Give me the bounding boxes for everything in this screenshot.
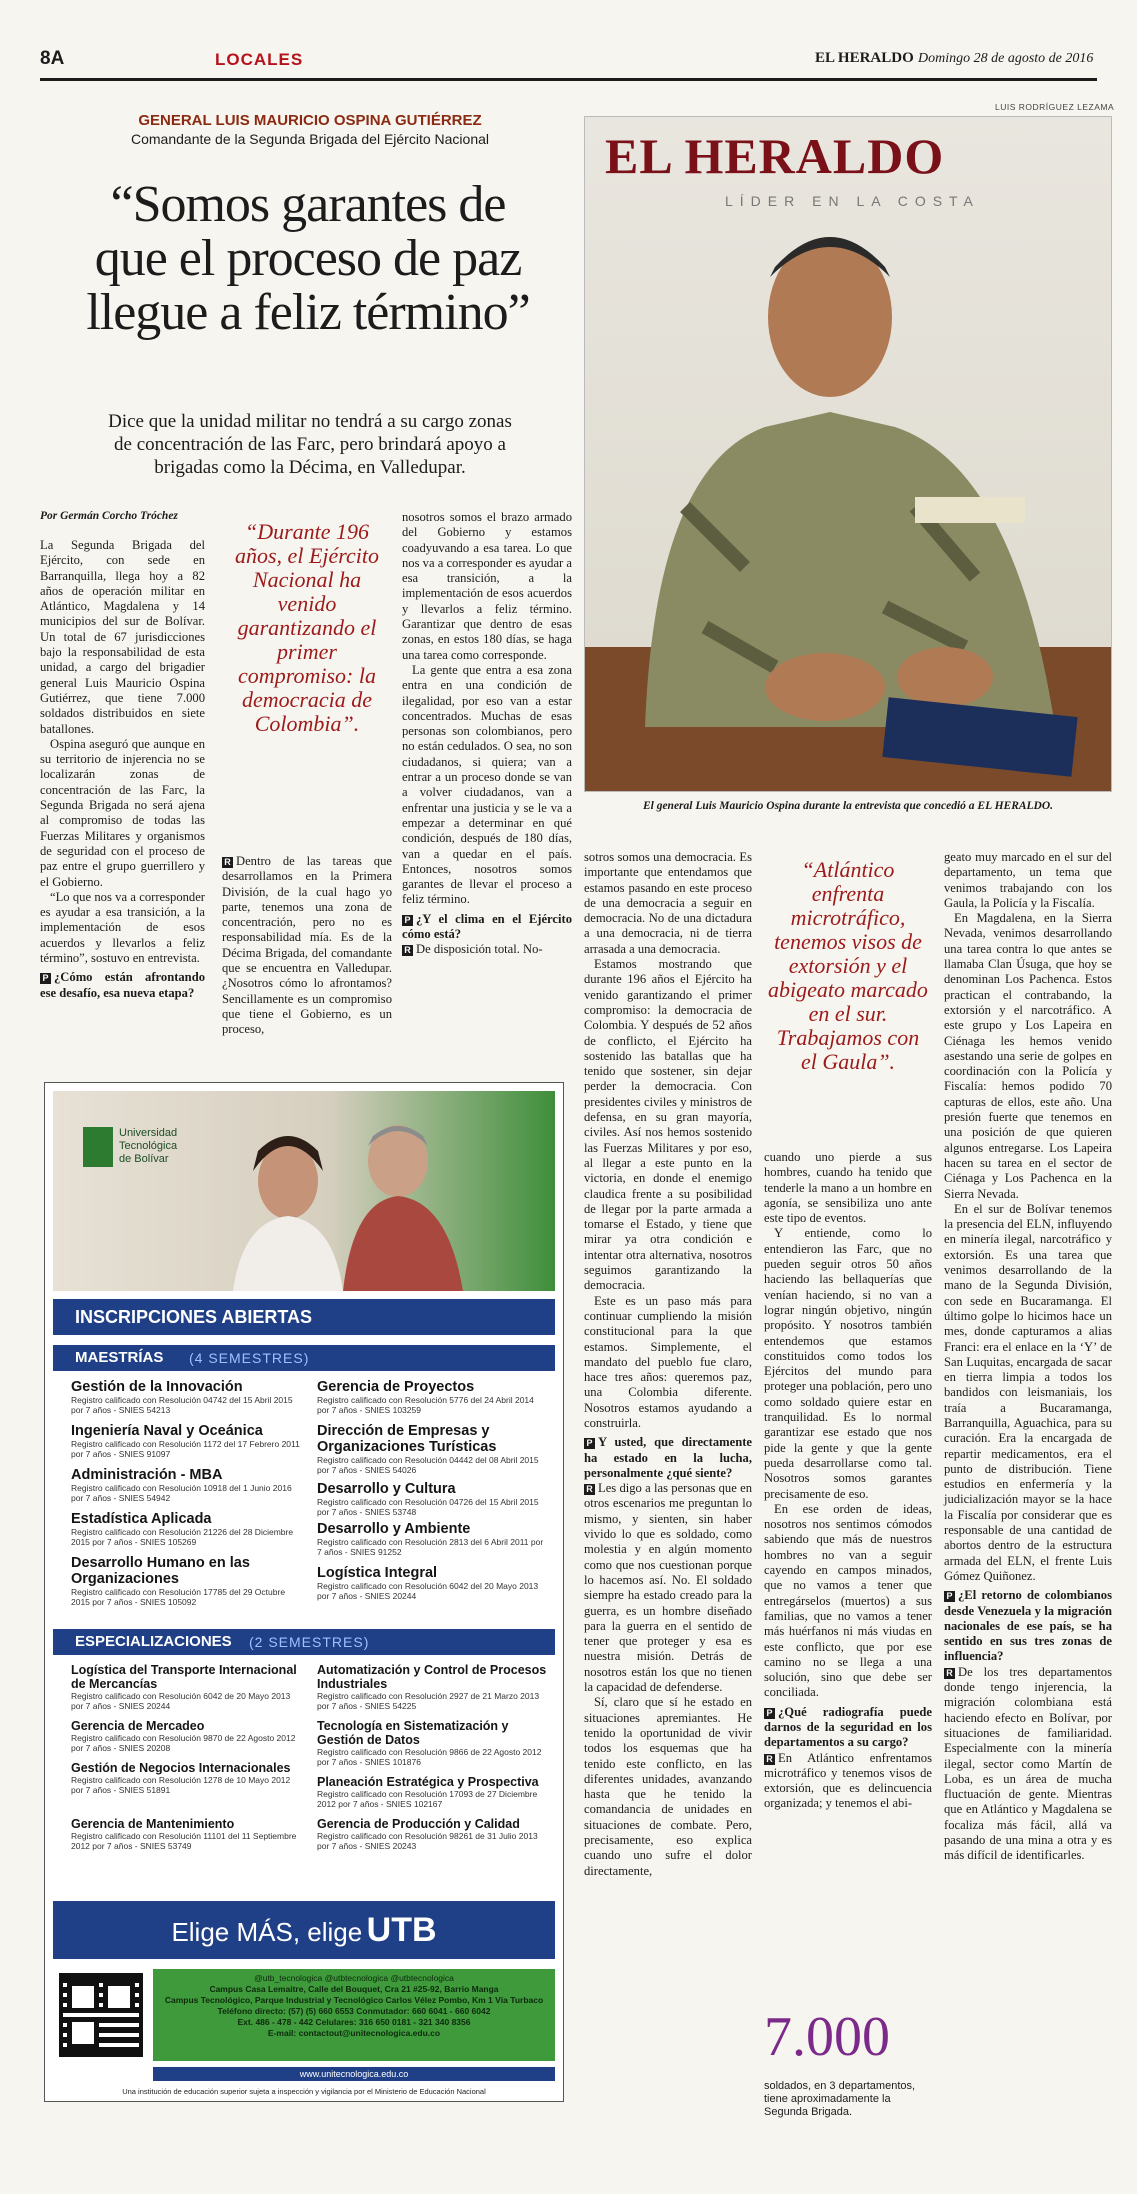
answer-badge: R — [222, 857, 233, 868]
question-text: ¿El retorno de colombianos desde Venezuela y la migración nacionales de ese país, se ha sentido en sus tres zonas de influencia? — [944, 1588, 1112, 1664]
utb-logo-line: Tecnológica — [119, 1140, 178, 1152]
paragraph: Este es un paso más para continuar cumpliendo la misión constitucional para la que estamos. Simplemente, el mandato del pueblo fue claro, hace tres años: queremos paz, una Colombia diferente. Nosotros estamos ayudando a construirla. — [584, 1293, 752, 1430]
utb-logo-line: Universidad — [119, 1127, 178, 1139]
answer-badge: R — [584, 1484, 595, 1495]
paragraph: sotros somos una democracia. Es importante que entendamos que estamos pasando en este proceso de una democracia a seguir en democracia. No de una dictadura a una democracia, ni de tierra arrasada a una democracia. — [584, 850, 752, 956]
specializations-header — [53, 1629, 555, 1655]
question-text: ¿Qué radiografía puede darnos de la seguridad en los departamentos a su cargo? — [764, 1704, 932, 1750]
program-item — [71, 1663, 301, 1719]
program-item — [317, 1565, 547, 1609]
program-item — [71, 1511, 301, 1555]
masters-left-list — [71, 1379, 301, 1611]
utb-logo-line: de Bolívar — [119, 1153, 169, 1165]
slogan-brand: UTB — [366, 1911, 437, 1949]
program-registration: Registro calificado con Resolución 04742 del 15 Abril 2015 por 7 años - SNIES 54213 — [71, 1395, 293, 1415]
program-name: Logística Integral — [317, 1565, 438, 1581]
program-registration: Registro calificado con Resolución 2813 del 6 Abril 2011 por 7 años - SNIES 91252 — [317, 1537, 544, 1557]
column-6 — [944, 850, 1112, 1864]
deck-line: Dice que la unidad militar no tendrá a su cargo zonas — [108, 411, 512, 432]
specializations-right-list — [317, 1663, 547, 1859]
masters-subtitle: (4 SEMESTRES) — [189, 1350, 310, 1366]
question-badge: P — [944, 1591, 955, 1602]
paragraph: nosotros somos el brazo armado del Gobierno y estamos coadyuvando a esa tarea. Lo que nos va a corresponder es ayudar a esa transición, a la implementación de esos acuerdos y llevarlos a feliz término. Garantizar que dentro de esas zonas, en estos 180 días, se haga una tarea como corresponde. — [402, 510, 572, 662]
program-item — [317, 1663, 547, 1719]
paragraph: En ese orden de ideas, nosotros nos sentimos cómodos sabiendo que más de nuestros hombres no van a seguir cayendo en campos minados, que no vamos a tener que entregárselos (muertos) a sus familias, que no vamos a tener más huérfanos ni más viudas en este conflicto, que por ese camino no se llega a una solución, sino que debe ser conciliada. — [764, 1501, 932, 1700]
program-item — [71, 1719, 301, 1761]
program-registration: Registro calificado con Resolución 6042 del 20 Mayo 2013 por 7 años - SNIES 20244 — [317, 1581, 539, 1601]
column-5 — [764, 1150, 932, 1812]
photo-credit: LUIS RODRÍGUEZ LEZAMA — [995, 102, 1115, 112]
photo-caption: El general Luis Mauricio Ospina durante la entrevista que concedió a EL HERALDO. — [642, 800, 1054, 812]
program-registration: Registro calificado con Resolución 17093 de 27 Diciembre 2012 por 7 años - SNIES 102167 — [317, 1789, 538, 1809]
program-item — [317, 1379, 547, 1423]
qr-code — [59, 1973, 143, 2057]
paragraph: En Magdalena, en la Sierra Nevada, venimos desarrollando una tarea contra lo que antes se llamaba Clan Úsuga, que hoy se denominan Los Pachenca. Estos practican el contrabando, la extorsión y el narcotráfico. A este grupo y Los Lapeira en Ciénaga les hemos venido asestando una serie de golpes en coordinación con la Policía y Fiscalía: hemos podido 70 capturas de ellos, este año. Una presión fuerte que tenemos en una posición de que quieren algunos entregarse. Los Lapeira hacen su tarea en el sector de Ciénaga y Los Pachenca en la Sierra Nevada. — [944, 911, 1112, 1201]
question-badge: P — [584, 1438, 595, 1449]
paragraph — [584, 1481, 752, 1695]
deck-line: brigadas como la Décima, en Valledupar. — [154, 457, 466, 478]
masters-right-list — [317, 1379, 547, 1609]
program-registration: Registro calificado con Resolución 9866 de 22 Agosto 2012 por 7 años - SNIES 101876 — [317, 1747, 542, 1767]
contact-panel — [153, 1969, 555, 2061]
interviewee-name: GENERAL LUIS MAURICIO OSPINA GUTIÉRREZ — [138, 112, 482, 129]
program-name: Tecnología en Sistematización y Gestión de Datos — [317, 1719, 509, 1747]
pull-quote: “Durante 196 años, el Ejército Nacional ha venido garantizando el primer compromiso: la democracia de Colombia”. — [235, 519, 379, 736]
program-name: Gerencia de Mantenimiento — [71, 1817, 235, 1831]
program-name: Gestión de la Innovación — [71, 1379, 243, 1395]
answer-text: Les digo a las personas que en otros escenarios me preguntan lo mismo, y sienten, sin haber vivido lo que es soldado, como molestia y en algún momento como que nos cuestionan porque lo hacemos así. No. El soldado siempre ha estado creado para la guerra, es un hombre diseñado para la guerra en el sentido de tener que proteger y esa es nuestra misión. Detrás de nosotros están los que no tienen la capacidad de defenderse. — [584, 1481, 752, 1695]
paragraph: En el sur de Bolívar tenemos la presencia del ELN, influyendo en minería ilegal, narcotráfico y extorsión. Es una tarea que venimos desarrollando de la mano de la Segunda División, con sede en Bucaramanga. El último golpe lo hicimos hace un mes, donde capturamos a alias Franci: era el enlace en la ‘Y’ de San Luquitas, encargada de sacar en tierra limpia a todos los bandidos con leismaniais, los traía a Bucaramanga, Barranquilla, Aguachica, para su curación. Era la encargada de repartir medicamentos, era el punto de distribución. Tiene estudios en enfermería y la judicialización mayor se la hace la Fiscalía por considerar que es responsable de una cantidad de abortos dentro de la estructura armada del ELN, el frente Luis Gómez Quiñonez. — [944, 1201, 1112, 1583]
deck-line: de concentración de las Farc, pero brindará apoyo a — [114, 434, 506, 455]
program-registration: Registro calificado con Resolución 21226 del 28 Diciembre 2015 por 7 años - SNIES 105269 — [71, 1527, 294, 1547]
paragraph: La Segunda Brigada del Ejército, con sede en Barranquilla, llega hoy a 82 años de operación militar en Atlántico, Magdalena y 14 municipios del sur de Bolívar. Un total de 67 jurisdicciones bajo la responsabilidad de esta unidad, a cargo del brigadier general Luis Mauricio Ospina Gutiérrez, que tiene 7.000 soldados distribuidos en siete batallones. — [40, 538, 205, 736]
answer-text: De disposición total. No- — [416, 942, 543, 957]
students-photo — [193, 1091, 493, 1291]
utb-advertisement — [44, 1082, 564, 2102]
program-name: Logística del Transporte Internacional de Mercancías — [71, 1663, 297, 1691]
program-registration: Registro calificado con Resolución 10918 del 1 Junio 2016 por 7 años - SNIES 54942 — [71, 1483, 292, 1503]
answer-badge: R — [402, 945, 413, 956]
paragraph: Y entiende, como lo entendieron las Farc, que no pueden seguir otros 50 años haciendo las bellaquerías que venían haciendo, si no van a lograr ningún objetivo, ningún propósito. Y nosotros también entendemos que estamos constituidos como todos los Ejércitos del mundo para proteger una población, pero uno como soldado quiere estar en tranquilidad. Es lo normal garantizar ese estado que nos pide la gente y que la gente pueda desarrollarse como tal. Nosotros somos garantes precisamente de eso. — [764, 1226, 932, 1501]
program-registration: Registro calificado con Resolución 2927 de 21 Marzo 2013 por 7 años - SNIES 54225 — [317, 1691, 540, 1711]
program-registration: Registro calificado con Resolución 11101 del 11 Septiembre 2012 por 7 años - SNIES 53749 — [71, 1831, 297, 1851]
contact-address: Campus Casa Lemaitre, Calle del Bouquet, Cra 21 #25-92, Barrio Manga — [209, 1984, 499, 1994]
enrollment-banner: INSCRIPCIONES ABIERTAS — [53, 1299, 555, 1335]
program-item — [71, 1555, 301, 1611]
paragraph: La gente que entra a esa zona entra en una condición de ilegalidad, por eso van a estar concentrados. Muchas de esas personas son colombianos, pero no están cedulados. O sea, no son ciudadanos, si quiera; van a entrar a un proceso donde se van a volver ciudadanos, van a enfrentar una justicia y se le va a empezar a determinar en qué condición, después de 180 días, van a quedar en el país. Entonces, nosotros somos garantes de llevar el proceso a feliz término. — [402, 662, 572, 907]
program-name: Ingeniería Naval y Oceánica — [71, 1423, 263, 1439]
answer — [402, 942, 572, 957]
photo-brand-logo: EL HERALDO — [605, 128, 945, 184]
issue-date: Domingo 28 de agosto de 2016 — [918, 51, 1094, 66]
contact-phone: Ext. 486 - 478 - 442 Celulares: 316 650 0181 - 321 340 8356 — [237, 2017, 471, 2027]
paragraph: geato muy marcado en el sur del departamento, un tema que venimos trabajando con los Gaula, la Policía y la Fiscalía. — [944, 850, 1112, 910]
contact-email: E-mail: contactout@unitecnologica.edu.co — [267, 2028, 441, 2038]
program-registration: Registro calificado con Resolución 9870 de 22 Agosto 2012 por 7 años - SNIES 20208 — [71, 1733, 296, 1753]
column-1 — [40, 538, 205, 1001]
program-name: Desarrollo y Ambiente — [317, 1521, 471, 1537]
program-registration: Registro calificado con Resolución 1172 del 17 Febrero 2011 por 7 años - SNIES 91097 — [71, 1439, 300, 1459]
legal-footer: Una institución de educación superior sujeta a inspección y vigilancia por el Ministerio de Educación Nacional — [122, 2087, 486, 2096]
headline-line: “Somos garantes de — [110, 176, 506, 233]
program-registration: Registro calificado con Resolución 17785 del 29 Octubre 2015 por 7 años - SNIES 105092 — [71, 1587, 286, 1607]
program-name: Planeación Estratégica y Prospectiva — [317, 1775, 539, 1789]
specializations-left-list — [71, 1663, 301, 1859]
deck — [40, 410, 580, 479]
photo-brand-tagline: LÍDER EN LA COSTA — [725, 193, 980, 209]
question-text: ¿Cómo están afrontando ese desafío, esa nueva etapa? — [40, 970, 205, 1000]
question-text: Y usted, que directamente ha estado en la lucha, personalmente ¿qué siente? — [584, 1435, 752, 1480]
headline-line: que el proceso de paz — [94, 230, 522, 287]
masters-header — [53, 1345, 555, 1371]
headline — [28, 178, 588, 340]
program-item — [71, 1423, 301, 1467]
pull-quote: “Atlántico enfrenta microtráfico, tenemos visos de extorsión y el abigeato marcado en el sur. Trabajamos con el Gaula”. — [768, 857, 928, 1074]
answer-text: De los tres departamentos donde tengo injerencia, la migración colombiana está haciendo efecto en Bolívar, por situaciones de familiaridad. Especialmente con la minería ilegal, sector como Martín de Loba, es un área de mucha fluctuación de gente. Mientras que en Atlántico y Magdalena se focaliza más fácil, allá va pasando de una mina a otra y es más difícil de identificarles. — [944, 1664, 1112, 1863]
masthead-rule — [40, 78, 1097, 81]
program-registration: Registro calificado con Resolución 04726 del 15 Abril 2015 por 7 años - SNIES 53748 — [317, 1497, 539, 1517]
column-3 — [402, 510, 572, 958]
question — [764, 1705, 932, 1751]
answer-text: En Atlántico enfrentamos microtráfico y tenemos visos de extorsión, que es delincuencia organizada; y tenemos el abi- — [764, 1750, 932, 1811]
question-badge: P — [40, 973, 51, 984]
key-figure: 7.000 — [764, 2006, 890, 2068]
slogan-bar — [53, 1901, 555, 1959]
program-registration: Registro calificado con Resolución 04442 del 08 Abril 2015 por 7 años - SNIES 54026 — [317, 1455, 539, 1475]
program-name: Estadística Aplicada — [71, 1511, 212, 1527]
program-name: Gerencia de Proyectos — [317, 1379, 475, 1395]
question-badge: P — [402, 915, 413, 926]
program-name: Gestión de Negocios Internacionales — [71, 1761, 291, 1775]
interview-photo — [584, 116, 1112, 792]
question — [402, 912, 572, 943]
column-2 — [222, 850, 392, 1038]
contact-address: Campus Tecnológico, Parque Industrial y Tecnológico Carlos Vélez Pombo, Km 1 Vía Turbaco — [164, 1995, 544, 2005]
section-name: LOCALES — [215, 50, 304, 69]
program-registration: Registro calificado con Resolución 1278 de 10 Mayo 2012 por 7 años - SNIES 51891 — [71, 1775, 291, 1795]
program-item — [317, 1719, 547, 1775]
specializations-subtitle: (2 SEMESTRES) — [249, 1634, 370, 1650]
paragraph: Estamos mostrando que durante 196 años el Ejército ha venido garantizando el primer compromiso: la democracia de Colombia. Y después de 52 años de conflicto, el Ejército ha sostenido las batallas que ha tenido que sostener, sin dejar perder la democracia. Con presidentes civiles y ministros de defensa, en su gran mayoría, civiles. Así nos hemos sostenido las Fuerzas Militares y por eso, al llegar a este punto en la victoria, en donde el enemigo claudica frente a su posibilidad de llegar por la parte armada a tomarse el Estado, y tiene que mirar ya otra condición e intentar otra alternativa, nosotros seguimos garantizando la democracia. — [584, 957, 752, 1293]
masters-title: MAESTRÍAS — [75, 1349, 164, 1366]
paragraph: “Lo que nos va a corresponder es ayudar a esa transición, a la implementación de esos acuerdos y llevarlos a feliz término”, sostuvo en entrevista. — [40, 889, 205, 966]
program-name: Administración - MBA — [71, 1467, 223, 1483]
program-item — [71, 1379, 301, 1423]
program-item — [71, 1761, 301, 1817]
page-number: 8A — [40, 48, 65, 69]
utb-logo-mark — [83, 1127, 113, 1167]
headline-line: llegue a feliz término” — [86, 284, 530, 341]
program-name: Dirección de Empresas y Organizaciones Turísticas — [317, 1423, 497, 1455]
byline: Por Germán Corcho Tróchez — [40, 510, 178, 522]
answer-text: Dentro de las tareas que desarrollamos en la Primera División, de la cual hago yo parte, tenemos una zona de concentración, pero no es responsabilidad mía. Es de la Décima Brigada, del comandante que se encuentra en Valledupar. ¿Nosotros cómo lo afrontamos? Sencillamente es un compromiso que tiene el Gobierno, es un proceso, — [222, 854, 392, 1037]
question-badge: P — [764, 1708, 775, 1719]
paragraph — [764, 1751, 932, 1812]
paragraph: cuando uno pierde a sus hombres, cuando ha tenido que tenderle la mano a un hombre en agonía, se sensibiliza uno ante este tipo de eventos. — [764, 1150, 932, 1226]
paragraph: Ospina aseguró que aunque en su territorio de injerencia no se localizarán zonas de concentración de las Farc, la Segunda Brigada no será ajena al compromiso de todas las Fuerzas Militares y organismos de seguridad con el proceso de paz entre el grupo guerrillero y el Gobierno. — [40, 736, 205, 889]
program-name: Desarrollo Humano en las Organizaciones — [71, 1555, 250, 1587]
interviewee-role: Comandante de la Segunda Brigada del Ejército Nacional — [130, 131, 489, 147]
paragraph: Sí, claro que sí he estado en situaciones apremiantes. He tenido la oportunidad de vivir todos los esquemas que ha tenido este conflicto, en las diferentes unidades, avanzando hasta que he tenido la comandancia de unidades en situaciones de combate. Pero, precisamente, eso explica cuando uno sufre el dolor directamente, — [584, 1695, 752, 1878]
question-text: ¿Y el clima en el Ejército cómo está? — [402, 911, 572, 942]
program-item — [317, 1481, 547, 1521]
paragraph — [944, 1665, 1112, 1864]
question — [944, 1588, 1112, 1664]
specializations-title: ESPECIALIZACIONES — [75, 1633, 232, 1650]
column-4 — [584, 850, 752, 1879]
program-item — [71, 1467, 301, 1511]
answer — [222, 854, 392, 1038]
program-item — [71, 1817, 301, 1859]
program-item — [317, 1423, 547, 1481]
program-registration: Registro calificado con Resolución 5776 del 24 Abril 2014 por 7 años - SNIES 103259 — [317, 1395, 534, 1415]
program-name: Gerencia de Mercadeo — [71, 1719, 205, 1733]
key-figure-text: soldados, en 3 departamentos, tiene aproximadamente la Segunda Brigada. — [764, 2080, 916, 2118]
program-item — [317, 1775, 547, 1817]
slogan-text: Elige MÁS, elige — [171, 1917, 363, 1947]
answer-badge: R — [944, 1668, 955, 1679]
ad-photo — [53, 1091, 555, 1291]
program-item — [317, 1521, 547, 1565]
social-handles: @utb_tecnologica @utbtecnologica @utbtecnologica — [254, 1973, 454, 1983]
program-registration: Registro calificado con Resolución 6042 de 20 Mayo 2013 por 7 años - SNIES 20244 — [71, 1691, 291, 1711]
question — [584, 1435, 752, 1481]
program-name: Gerencia de Producción y Calidad — [317, 1817, 520, 1831]
question — [40, 970, 205, 1001]
contact-phone: Teléfono directo: (57) (5) 660 6553 Conmutador: 660 6041 - 660 6042 — [217, 2006, 491, 2016]
answer-badge: R — [764, 1754, 775, 1765]
program-name: Desarrollo y Cultura — [317, 1481, 456, 1497]
website-url[interactable]: www.unitecnologica.edu.co — [153, 2067, 555, 2081]
general-figure-illustration — [585, 207, 1112, 792]
program-name: Automatización y Control de Procesos Industriales — [317, 1663, 547, 1691]
program-item — [317, 1817, 547, 1859]
paper-name: EL HERALDO — [815, 50, 914, 66]
program-registration: Registro calificado con Resolución 98261 de 31 Julio 2013 por 7 años - SNIES 20243 — [317, 1831, 538, 1851]
